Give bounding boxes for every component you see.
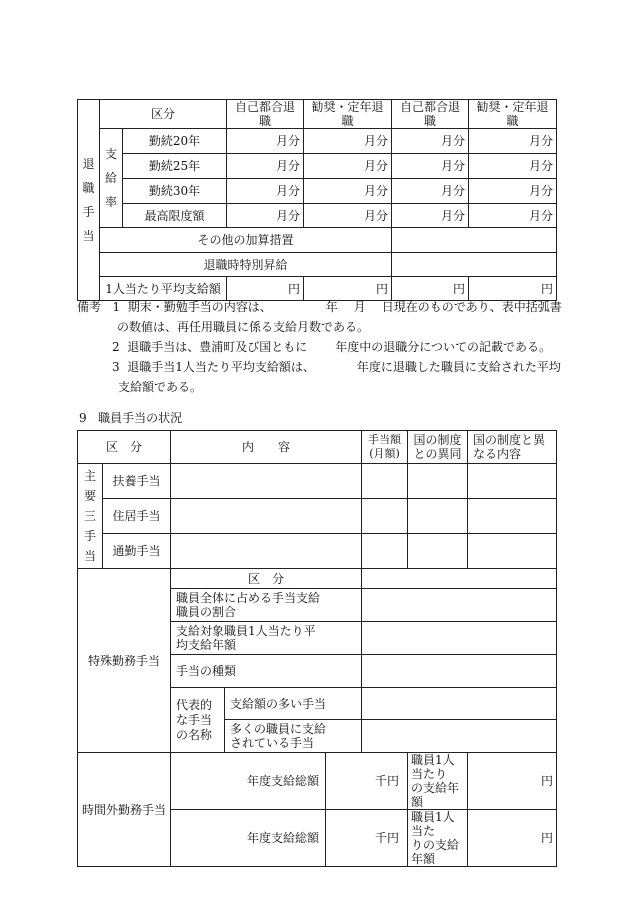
overtime-allowance-label: 時間外勤務手当: [78, 753, 171, 867]
kubun-header: 区分: [100, 100, 227, 129]
row-label: 扶養手当: [103, 464, 171, 499]
cell: [362, 534, 408, 569]
cell: [408, 534, 468, 569]
cell: [362, 720, 557, 753]
cell: 月分: [227, 129, 304, 154]
row-label: 最高限度額: [123, 204, 227, 228]
sp-kubun-header: 区 分: [171, 569, 362, 589]
cell: 円: [392, 277, 469, 301]
national-diff-header: 国の制度 との異同: [408, 431, 468, 464]
note-3: 3 退職手当1人当たり平均支給額は、 年度に退職した職員に支給された平均: [112, 360, 561, 374]
note-1-cont: の数値は、再任用職員に係る支給月数である。: [117, 320, 370, 334]
note-2: 2 退職手当は、豊浦町及び国ともに 年度中の退職分についての記載である。: [112, 340, 552, 354]
cell: [468, 499, 557, 534]
ot-per-person-unit: 円: [468, 753, 557, 810]
cell: 月分: [469, 129, 557, 154]
note-3-cont: 支給額である。: [118, 380, 203, 394]
cell: [408, 499, 468, 534]
col-header: 自己都合退職: [227, 100, 304, 129]
cell: [408, 464, 468, 499]
row-label: 勤続25年: [123, 154, 227, 179]
notes-block: [77, 297, 567, 397]
cell: [392, 228, 557, 253]
cell: 月分: [469, 154, 557, 179]
cell: 月分: [227, 179, 304, 204]
cell: 月分: [392, 129, 469, 154]
ot-total-unit: 千円: [326, 753, 408, 810]
col-header: 勧奨・定年退職: [304, 100, 392, 129]
ot-total-label: 年度支給総額: [171, 810, 326, 867]
cell: 月分: [469, 204, 557, 228]
col-header: 自己都合退職: [392, 100, 469, 129]
cell: 円: [227, 277, 304, 301]
cell: 月分: [227, 204, 304, 228]
sp-row-types: 手当の種類: [171, 655, 362, 688]
staff-allowance-table: [77, 430, 557, 867]
cell: 月分: [469, 179, 557, 204]
cell: [468, 464, 557, 499]
cell: 月分: [304, 154, 392, 179]
section-heading: 9 職員手当の状況: [79, 411, 183, 425]
representative-label: 代表的 な手当 の名称: [171, 688, 225, 753]
row-label: 通勤手当: [103, 534, 171, 569]
cell: [362, 622, 557, 655]
row-label: 勤続20年: [123, 129, 227, 154]
ot-per-person-label: 職員1人当た りの支給年額: [408, 810, 468, 867]
cell: [392, 253, 557, 277]
other-addition-label: その他の加算措置: [100, 228, 392, 253]
col-header: 勧奨・定年退職: [469, 100, 557, 129]
amount-header: 手当額(月額): [362, 431, 408, 464]
cell: [171, 499, 362, 534]
national-different-content-header: 国の制度と異 なる内容: [468, 431, 557, 464]
rep-row-most-staff: 多くの職員に支給 されている手当: [225, 720, 362, 753]
note-1: 備考 1 期末・勤勉手当の内容は、 年 月 日現在のものであり、表中括弧書: [77, 300, 562, 314]
cell: [362, 589, 557, 622]
sp-row-ratio: 職員全体に占める手当支給 職員の割合: [171, 589, 362, 622]
ot-total-label: 年度支給総額: [171, 753, 326, 810]
cell: [468, 534, 557, 569]
cell: [362, 499, 408, 534]
cell: 月分: [304, 129, 392, 154]
retirement-allowance-table: [77, 99, 557, 301]
ot-per-person-label: 職員1人当たり の支給年額: [408, 753, 468, 810]
cell: [171, 464, 362, 499]
cell: 円: [469, 277, 557, 301]
cell: [362, 655, 557, 688]
cell: 月分: [392, 204, 469, 228]
main-three-allowances-header: 主 要 三 手 当: [78, 464, 103, 569]
special-duty-allowance-label: 特殊勤務手当: [78, 569, 171, 753]
cell: 月分: [227, 154, 304, 179]
special-raise-label: 退職時特別昇給: [100, 253, 392, 277]
kubun-header: 区 分: [78, 431, 171, 464]
row-label: 勤続30年: [123, 179, 227, 204]
cell: [362, 569, 557, 589]
sp-row-average: 支給対象職員1人当たり平 均支給年額: [171, 622, 362, 655]
rep-row-most-paid: 支給額の多い手当: [225, 688, 362, 720]
cell: 月分: [304, 204, 392, 228]
retirement-vertical-header: 退 職 手 当: [78, 100, 100, 301]
ot-total-unit: 千円: [326, 810, 408, 867]
row-label: 住居手当: [103, 499, 171, 534]
cell: 月分: [392, 154, 469, 179]
payment-rate-header: 支 給 率: [100, 129, 123, 228]
cell: 月分: [304, 179, 392, 204]
ot-per-person-unit: 円: [468, 810, 557, 867]
cell: [362, 688, 557, 720]
cell: 月分: [392, 179, 469, 204]
average-payment-label: 1人当たり平均支給額: [100, 277, 227, 301]
cell: [362, 464, 408, 499]
cell: [171, 534, 362, 569]
content-header: 内 容: [171, 431, 362, 464]
cell: 円: [304, 277, 392, 301]
